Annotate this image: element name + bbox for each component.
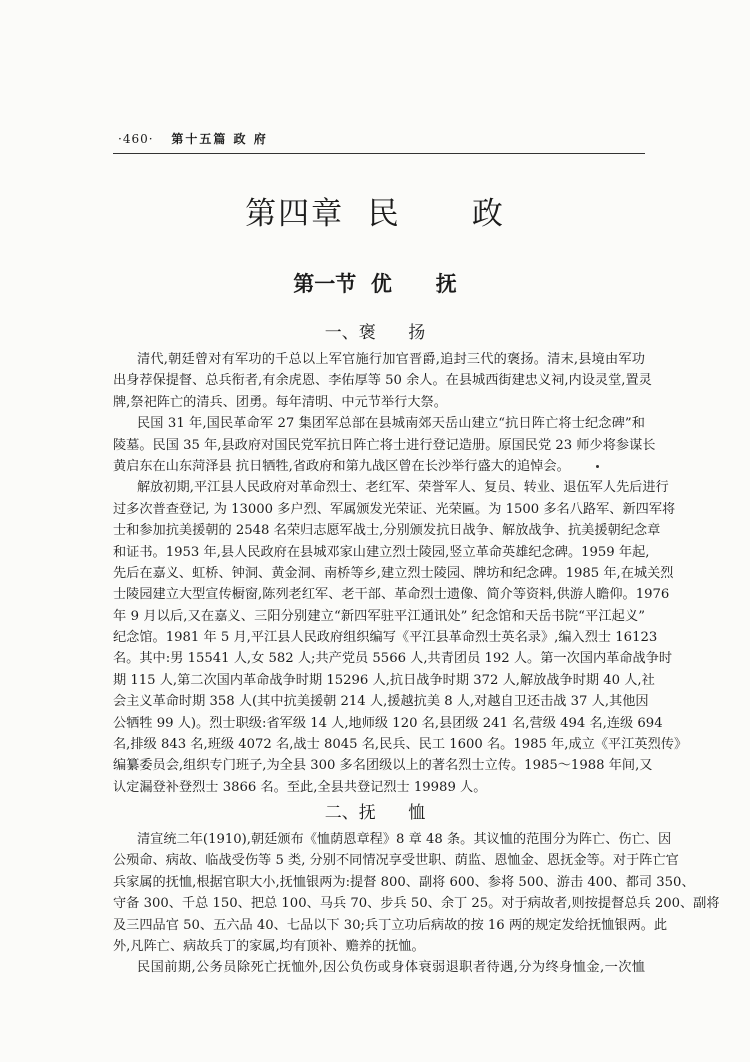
paragraph [113, 349, 652, 413]
text-line: 外,凡阵亡、病故兵丁的家属,均有顶补、赡养的抚恤。 [113, 938, 425, 954]
text-line: 士陵园建立大型宣传橱窗,陈列老红军、老干部、革命烈士遗像、简介等资料,供游人瞻仰。1976 [113, 587, 670, 603]
paragraph [113, 477, 688, 798]
text-line: 编纂委员会,组织专门班子,为全县 300 多名团级以上的著名烈士立传。1985～1988 年间,又 [113, 758, 653, 774]
text-line: 和证书。1953 年,县人民政府在县城邓家山建立烈士陵园,竖立革命英雄纪念碑。1959 年起, [113, 544, 650, 560]
text-line: 出身荐保提督、总兵衔者,有余虎恩、李佑厚等 50 余人。在县城西街建忠义祠,内设灵堂,置灵 [113, 373, 652, 389]
subsection-heading-2: 二、抚 恤 [324, 803, 426, 823]
text-line: 名。其中:男 15541 人,女 582 人;共产党员 5566 人,共青团员 192 人。第一次国内革命战争时 [113, 651, 673, 667]
section-title: 第一节 优 抚 [293, 272, 457, 296]
text-line: 公牺牲 99 人)。烈士职级:省军级 14 人,地师级 120 名,县团级 241 名,营级 494 名,连级 694 [113, 715, 663, 731]
subsection-body-1 [113, 349, 688, 798]
text-line: 牌,祭祀阵亡的清兵、团勇。每年清明、中元节举行大祭。 [113, 394, 447, 410]
text-line: 黄启东在山东菏泽县 抗日牺牲,省政府和第九战区曾在长沙举行盛大的追悼会。 [113, 458, 570, 474]
header-rule [113, 153, 645, 154]
part-title: 第十五篇 政 府 [171, 132, 268, 146]
paragraph [113, 957, 645, 978]
running-header [118, 130, 268, 147]
text-line: 兵家属的抚恤,根据官职大小,抚恤银两为:提督 800、副将 600、参将 500、游击 400、都司 350、 [113, 874, 695, 890]
subsection-heading-1: 一、褒 扬 [324, 323, 426, 343]
text-line: 民国 31 年,国民革命军 27 集团军总部在县城南郊天岳山建立“抗日阵亡将士纪念碑”和 [137, 416, 645, 432]
text-line: 会主义革命时期 358 人(其中抗美援朝 214 人,援越抗美 8 人,对越自卫还击战 37 人,其他因 [113, 694, 649, 710]
paragraph [113, 413, 656, 477]
subsection-body-2 [113, 829, 720, 979]
text-line: 解放初期,平江县人民政府对革命烈士、老红军、荣誉军人、复员、转业、退伍军人先后进行 [137, 480, 669, 496]
text-line: 纪念馆。1981 年 5 月,平江县人民政府组织编写《平江县革命烈士英名录》,编入烈士 16123 [113, 630, 658, 646]
text-line: 期 115 人,第二次国内革命战争时期 15296 人,抗日战争时期 372 人,解放战争时期 40 人,社 [113, 672, 655, 688]
text-line: 先后在嘉义、虹桥、钟洞、黄金洞、南桥等乡,建立烈士陵园、牌坊和纪念碑。1985 年,在城关烈 [113, 565, 674, 581]
page-number: ·460· [118, 132, 154, 146]
text-line: 守备 300、千总 150、把总 100、马兵 70、步兵 50、余丁 25。对于病故者,则按提督总兵 200、副将 [113, 896, 720, 912]
text-line: 陵墓。民国 35 年,县政府对国民党军抗日阵亡将士进行登记造册。原国民党 23 师少将参谋长 [113, 437, 656, 453]
text-line: 过多次普查登记, 为 13000 多户烈、军属颁发光荣证、光荣匾。为 1500 多名八路军、新四军将 [113, 501, 676, 517]
text-line: 名,排级 843 名,班级 4072 名,战士 8045 名,民兵、民工 1600 名。1985 年,成立《平江英烈传》 [113, 737, 688, 753]
scan-speck [596, 465, 599, 468]
text-line: 民国前期,公务员除死亡抚恤外,因公负伤或身体衰弱退职者待遇,分为终身恤金,一次恤 [137, 960, 645, 976]
text-line: 及三四品官 50、五六品 40、七品以下 30;兵丁立功后病故的按 16 两的规定发给抚恤银两。此 [113, 917, 668, 933]
text-line: 认定漏登补登烈士 3866 名。至此,全县共登记烈士 19989 人。 [113, 779, 487, 795]
text-line: 年 9 月以后,又在嘉义、三阳分别建立“新四军驻平江通讯处” 纪念馆和天岳书院“平江起义” [113, 608, 645, 624]
paragraph [113, 829, 720, 957]
text-line: 士和参加抗美援朝的 2548 名荣归志愿军战士,分别颁发抗日战争、解放战争、抗美援朝纪念章 [113, 523, 661, 539]
text-line: 清代,朝廷曾对有军功的千总以上军官施行加官晋爵,追封三代的褒扬。清末,县境由军功 [137, 352, 645, 367]
text-line: 公殒命、病故、临战受伤等 5 类, 分别不同情况享受世职、荫监、恩恤金、恩抚金等。对于阵亡官 [113, 853, 679, 869]
chapter-title: 第四章 民 政 [245, 196, 505, 232]
text-line: 清宣统二年(1910),朝廷颁布《恤荫恩章程》8 章 48 条。其议恤的范围分为阵亡、伤亡、因 [137, 832, 672, 847]
